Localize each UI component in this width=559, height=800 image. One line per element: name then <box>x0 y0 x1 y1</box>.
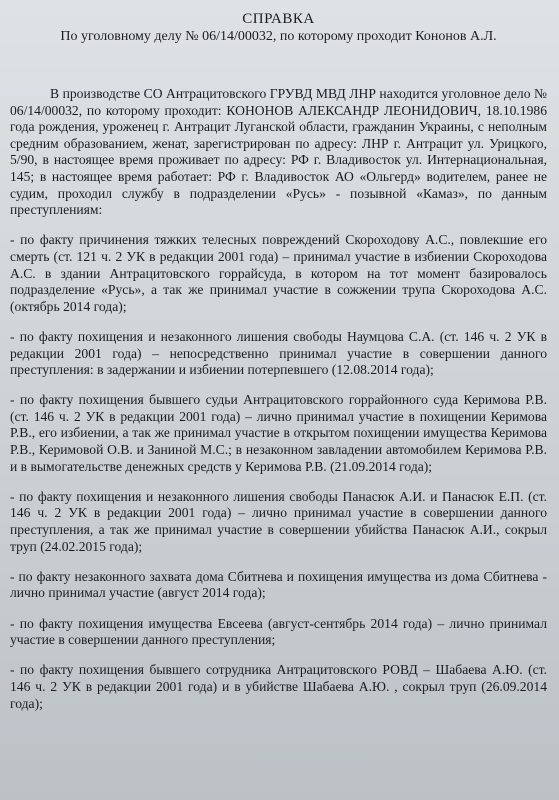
charge-item: - по факту похищения бывшего судьи Антрацитовского горрайонного суда Керимова Р.В. (ст. 146 ч. 2 УК в редакции 2001 года) – лично принимал участие в похищении Керимова Р.В., его избиении, а так же принимал участие в открытом похищении имущества Керимова Р.В., Керимовой О.В. и Заниной М.С.; в незаконном завладении автомобилем Керимова Р.В. и в вымогательстве денежных средств у Керимова Р.В. (21.09.2014 года); <box>10 392 547 474</box>
intro-paragraph: В производстве СО Антрацитовского ГРУВД МВД ЛНР находится уголовное дело № 06/14/00032, по которому проходит: КОНОНОВ АЛЕКСАНДР ЛЕОНИДОВИЧ, 18.10.1986 года рождения, уроженец г. Антрацит Луганской области, гражданин Украины, с неполным средним образованием, женат, зарегистрирован по адресу: ЛНР г. Антрацит ул. Урицкого, 5/90, в настоящее время проживает по адресу: РФ г. Владивосток ул. Интернациональная, 145; в настоящее время работает: РФ г. Владивосток АО «Ольгерд» водителем, ранее не судим, проходил службу в подразделении «Русь» - позывной «Камаз», по данным преступлениям: <box>10 86 547 218</box>
document-title: СПРАВКА <box>242 11 315 27</box>
charge-item: - по факту похищения и незаконного лишения свободы Наумцова С.А. (ст. 146 ч. 2 УК в редакции 2001 года) – непосредственно принимал участие в совершении данного преступления: в задержании и избиении потерпевшего (12.08.2014 года); <box>10 328 547 378</box>
charge-item: - по факту похищения имущества Евсеева (август-сентябрь 2014 года) – лично принимал участие в совершении данного преступления; <box>10 615 547 648</box>
charge-item: - по факту незаконного захвата дома Сбитнева и похищения имущества из дома Сбитнева - лично принимал участие (август 2014 года); <box>10 568 547 601</box>
document-subtitle: По уголовному делу № 06/14/00032, по которому проходит Кононов А.Л. <box>60 29 497 44</box>
charge-item: - по факту причинения тяжких телесных повреждений Скороходову А.С., повлекшие его смерть (ст. 121 ч. 2 УК в редакции 2001 года) – принимал участие в избиении Скороходова А.С. в здании Антрацитовского горрайсуда, в котором на тот момент базировалось подразделение «Русь», а так же принимал участие в сожжении трупа Скороходова А.С. (октябрь 2014 года); <box>10 232 547 314</box>
charge-item: - по факту похищения и незаконного лишения свободы Панасюк А.И. и Панасюк Е.П. (ст. 146 ч. 2 УК в редакции 2001 года) – лично принимал участие в совершении данного преступления, а так же принимал участие в совершении убийства Панасюк А.И., сокрыл труп (24.02.2015 года); <box>10 488 547 554</box>
charge-item: - по факту похищения бывшего сотрудника Антрацитовского РОВД – Шабаева А.Ю. (ст. 146 ч. 2 УК в редакции 2001 года) и в убийстве Шабаева А.Ю. , сокрыл труп (26.09.2014 года); <box>10 662 547 711</box>
